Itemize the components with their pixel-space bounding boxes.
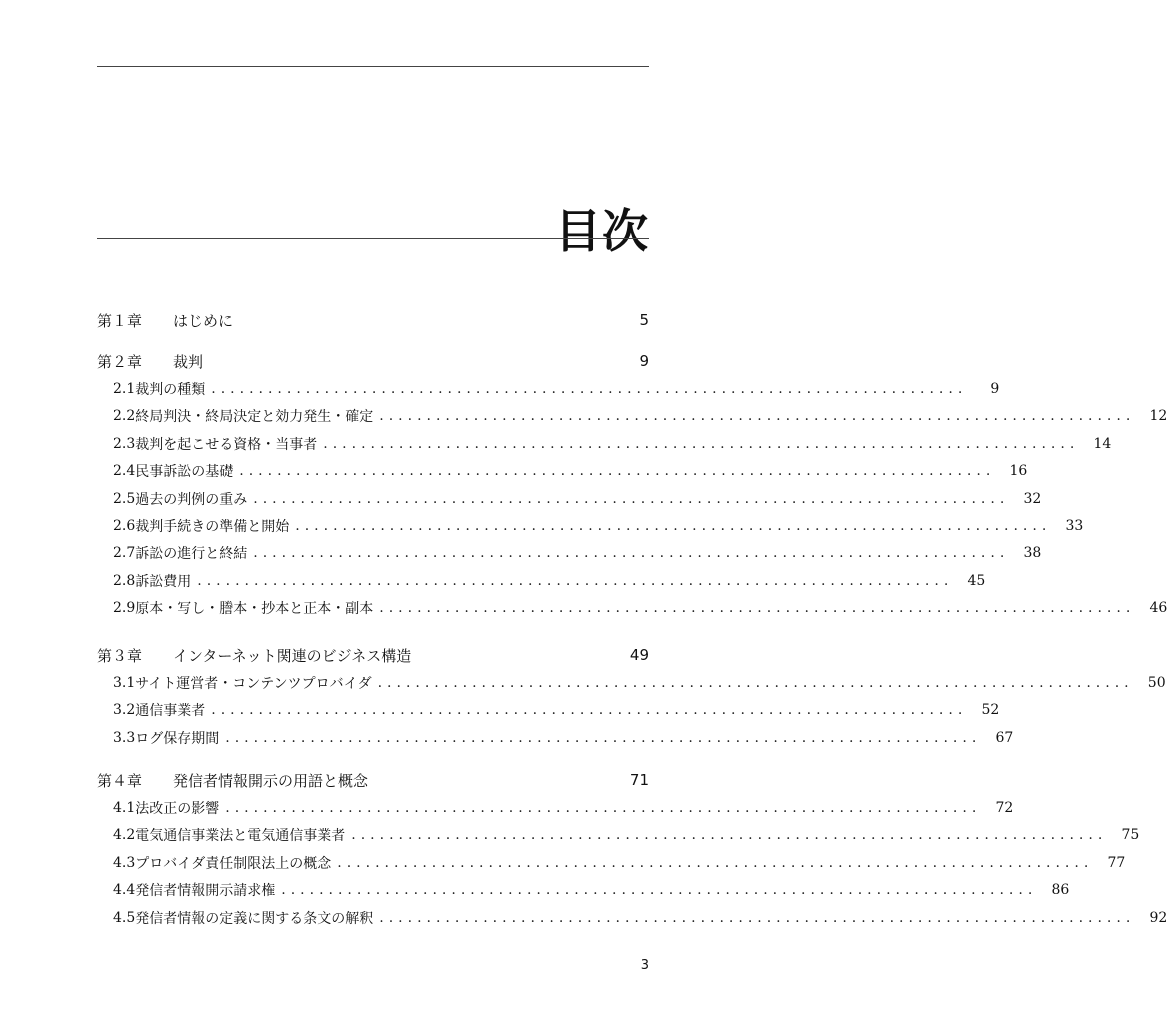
section-number: 2.8 (113, 573, 136, 589)
section-title: 訴訟の進行と終結 (135, 546, 248, 562)
toc-section-row[interactable] (97, 877, 1070, 903)
section-title: プロバイダ責任制限法上の概念 (135, 856, 332, 872)
chapter-title: 裁判 (173, 352, 204, 371)
dot-leader: ................................................................................ (281, 882, 1038, 898)
section-number: 3.1 (113, 675, 136, 691)
section-page: 45 (967, 573, 986, 589)
title-rule (97, 238, 649, 239)
section-page: 16 (1009, 463, 1028, 479)
dot-leader: ................................................................................ (295, 518, 1052, 534)
section-title: 終局判決・終局決定と効力発生・確定 (135, 409, 374, 425)
toc-section-row[interactable] (97, 486, 1042, 512)
section-page: 67 (995, 730, 1014, 746)
toc-section-row[interactable] (97, 725, 1014, 751)
section-number: 2.1 (113, 381, 136, 397)
section-number: 2.4 (113, 463, 136, 479)
section-title: 通信事業者 (135, 703, 206, 719)
dot-leader: ................................................................................ (211, 381, 968, 397)
section-page: 77 (1107, 855, 1126, 871)
section-number: 2.3 (113, 436, 136, 452)
section-title: 裁判を起こせる資格・当事者 (135, 437, 318, 453)
dot-leader: ................................................................................ (379, 910, 1136, 926)
dot-leader: ................................................................................ (379, 600, 1136, 616)
toc-section-row[interactable] (97, 513, 1084, 539)
section-title: 発信者情報の定義に関する条文の解釈 (135, 911, 374, 927)
section-number: 4.1 (113, 800, 136, 816)
toc-chapter-row[interactable] (97, 348, 649, 374)
section-number: 2.7 (113, 545, 136, 561)
dot-leader: ................................................................................ (197, 573, 954, 589)
dot-leader: ................................................................................ (351, 827, 1108, 843)
chapter-number: 第４章 (97, 771, 143, 790)
section-title: 訴訟費用 (135, 574, 192, 590)
section-title: ログ保存期間 (135, 731, 220, 747)
section-number: 4.5 (113, 910, 136, 926)
section-number: 2.9 (113, 600, 136, 616)
section-title: 過去の判例の重み (135, 492, 248, 508)
page-number: 3 (640, 958, 649, 973)
toc-section-row[interactable] (97, 568, 986, 594)
section-title: 裁判の種類 (135, 382, 206, 398)
toc-section-row[interactable] (97, 595, 1167, 621)
section-page: 14 (1093, 436, 1112, 452)
section-number: 3.2 (113, 702, 136, 718)
chapter-title: 発信者情報開示の用語と概念 (173, 771, 369, 790)
section-number: 2.2 (113, 408, 136, 424)
toc-chapter-row[interactable] (97, 767, 649, 793)
section-page: 50 (1147, 675, 1166, 691)
chapter-number: 第３章 (97, 646, 143, 665)
chapter-page: 71 (629, 771, 649, 789)
toc-section-row[interactable] (97, 822, 1140, 848)
chapter-number: 第１章 (97, 311, 143, 330)
dot-leader: ................................................................................ (211, 702, 968, 718)
section-page: 38 (1023, 545, 1042, 561)
section-title: 法改正の影響 (135, 801, 220, 817)
toc-chapter-row[interactable] (97, 307, 649, 333)
toc-section-row[interactable] (97, 795, 1014, 821)
dot-leader: ................................................................................ (253, 545, 1010, 561)
dot-leader: ................................................................................ (379, 408, 1136, 424)
page-title: 目次 (555, 203, 649, 258)
section-page: 46 (1149, 600, 1167, 616)
section-page: 92 (1149, 910, 1167, 926)
section-number: 4.4 (113, 882, 136, 898)
chapter-number: 第２章 (97, 352, 143, 371)
section-page: 12 (1149, 408, 1167, 424)
section-title: 裁判手続きの準備と開始 (135, 519, 290, 535)
dot-leader: ................................................................................ (239, 463, 996, 479)
section-page: 72 (995, 800, 1014, 816)
chapter-page: 9 (639, 352, 649, 370)
section-title: 原本・写し・謄本・抄本と正本・副本 (135, 601, 374, 617)
section-page: 9 (990, 381, 1000, 397)
top-rule (97, 66, 649, 67)
chapter-title: はじめに (173, 311, 234, 330)
section-title: 発信者情報開示請求権 (135, 883, 276, 899)
dot-leader: ................................................................................ (253, 491, 1010, 507)
dot-leader: ................................................................................ (323, 436, 1080, 452)
dot-leader: ................................................................................ (337, 855, 1094, 871)
dot-leader: ................................................................................ (225, 800, 982, 816)
toc-section-row[interactable] (97, 403, 1167, 429)
toc-section-row[interactable] (97, 850, 1126, 876)
section-number: 2.5 (113, 491, 136, 507)
section-number: 4.2 (113, 827, 136, 843)
section-title: サイト運営者・コンテンツプロバイダ (135, 676, 372, 692)
dot-leader: ................................................................................ (225, 730, 982, 746)
toc-section-row[interactable] (97, 458, 1028, 484)
section-page: 75 (1121, 827, 1140, 843)
section-page: 32 (1023, 491, 1042, 507)
section-page: 52 (981, 702, 1000, 718)
chapter-page: 5 (639, 311, 649, 329)
toc-section-row[interactable] (97, 376, 1000, 402)
toc-section-row[interactable] (97, 431, 1112, 457)
section-title: 民事訴訟の基礎 (135, 464, 234, 480)
chapter-page: 49 (629, 646, 649, 664)
section-page: 86 (1051, 882, 1070, 898)
chapter-title: インターネット関連のビジネス構造 (173, 646, 412, 665)
section-page: 33 (1065, 518, 1084, 534)
toc-section-row[interactable] (97, 697, 1000, 723)
toc-section-row[interactable] (97, 540, 1042, 566)
section-number: 3.3 (113, 730, 136, 746)
toc-section-row[interactable] (97, 670, 1166, 696)
toc-chapter-row[interactable] (97, 642, 649, 668)
section-number: 2.6 (113, 518, 136, 534)
section-number: 4.3 (113, 855, 136, 871)
section-title: 電気通信事業法と電気通信事業者 (135, 828, 346, 844)
dot-leader: ................................................................................ (377, 675, 1134, 691)
toc-section-row[interactable] (97, 905, 1167, 931)
